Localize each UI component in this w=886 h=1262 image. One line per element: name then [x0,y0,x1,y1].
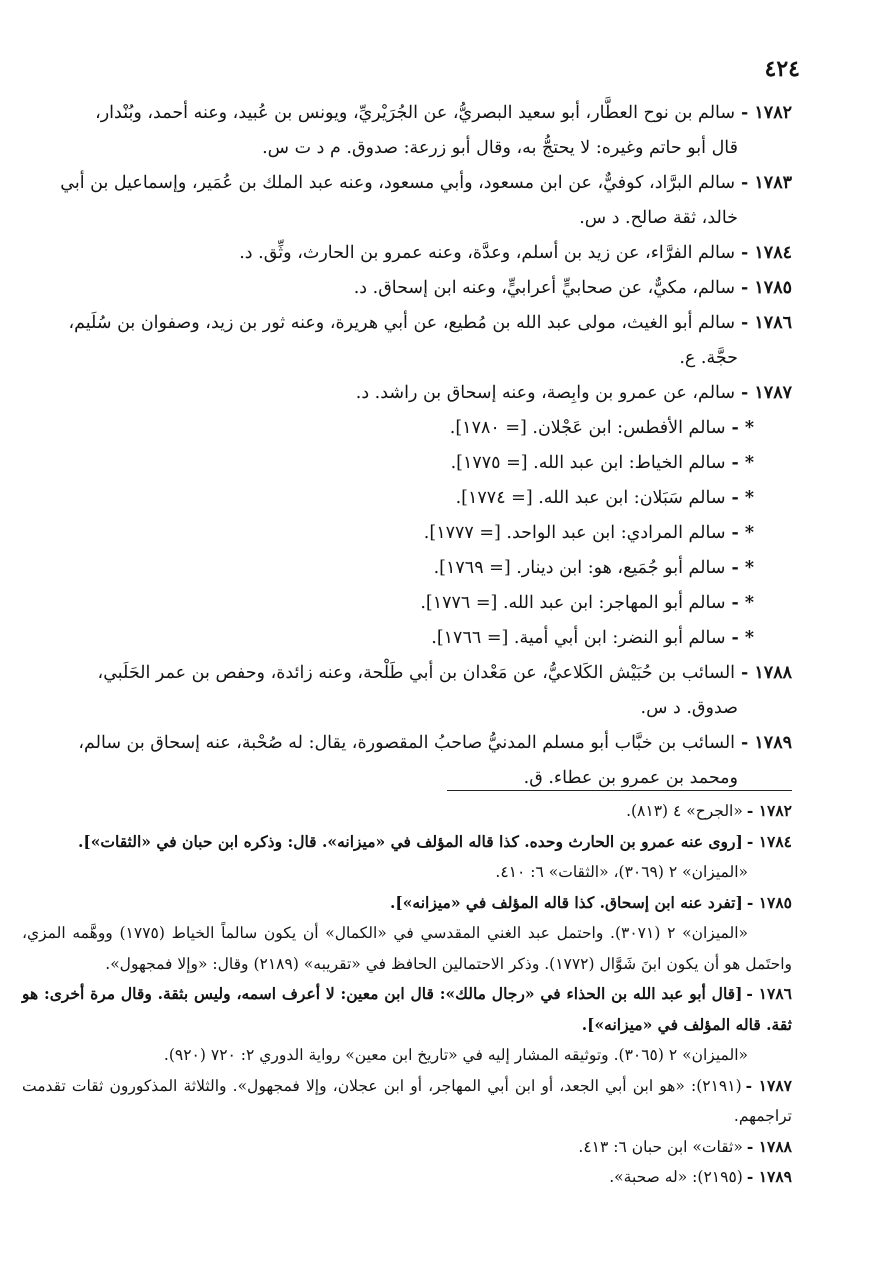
entry-number: ١٧٨٧ - [741,383,792,403]
entry-continuation: ومحمد بن عمرو بن عطاء. ق. [523,768,738,788]
footnote-number: ١٧٨٦ - [746,984,792,1003]
star-marker: * - [731,488,754,508]
cross-reference-item [22,586,792,621]
footnote-text: [تفرد عنه ابن إسحاق. كذا قاله المؤلف في «ميزانه»]. [389,892,743,912]
star-marker: * - [731,593,754,613]
entry-1787 [22,376,792,411]
entry-1786 [22,306,792,376]
entry-continuation: صدوق. د س. [640,698,738,718]
footnotes-section [22,796,792,1193]
entry-number: ١٧٨٥ - [741,278,792,298]
footnote-1789 [22,1162,792,1193]
entry-text: السائب بن حُبَيْش الكَلاعيُّ، عن مَعْدان بن أبي طَلْحة، وعنه زائدة، وحفص بن عمر الحَلَبي، [97,663,736,683]
cross-reference-text: سالم أبو المهاجر: ابن عبد الله. [= ١٧٧٦]. [420,593,726,613]
entry-1788 [22,656,792,726]
entry-number: ١٧٨٣ - [741,173,792,193]
footnote-number: ١٧٨٩ - [746,1167,792,1186]
footnote-continuation: «الميزان» ٢ (٣٠٧١). واحتمل عبد الغني المقدسي في «الكمال» أن يكون سالماً الخياط (١٧٧٥) ووهَّمه المزي، واحتَمل هو أن يكون ابنَ شَوَّال (١٧٧٢). وذكر الاحتمالين الحافظ في «تقريبه» (٢١٨٩) وقال: «وإلا فمجهول». [22,924,792,973]
cross-reference-text: سالم الخياط: ابن عبد الله. [= ١٧٧٥]. [450,453,726,473]
star-marker: * - [731,523,754,543]
star-marker: * - [731,558,754,578]
entry-number: ١٧٨٦ - [741,313,792,333]
entries-section [22,96,792,796]
entry-number: ١٧٨٢ - [741,103,792,123]
entry-number: ١٧٨٤ - [741,243,792,263]
entry-text: سالم، مكيٌّ، عن صحابيٍّ أعرابيٍّ، وعنه ابن إسحاق. د. [353,278,736,298]
entry-1783 [22,166,792,236]
cross-reference-item [22,551,792,586]
entry-1789 [22,726,792,796]
cross-reference-text: سالم سَبَلان: ابن عبد الله. [= ١٧٧٤]. [455,488,726,508]
cross-reference-text: سالم أبو جُمَيع، هو: ابن دينار. [= ١٧٦٩]. [433,558,726,578]
footnote-divider [447,790,792,791]
footnote-1785 [22,888,792,980]
star-marker: * - [731,453,754,473]
page-number: ٤٢٤ [764,56,800,82]
footnote-text: [قال أبو عبد الله بن الحذاء في «رجال مالك»: قال ابن معين: لا أعرف اسمه، وليس بثقة. وقال مرة أخرى: هو ثقة. قاله المؤلف في «ميزانه»]. [22,984,792,1034]
entry-continuation: قال أبو حاتم وغيره: لا يحتجُّ به، وقال أبو زرعة: صدوق. م د ت س. [262,138,738,158]
footnote-text: «ثقات» ابن حبان ٦: ٤١٣. [578,1137,743,1156]
footnote-number: ١٧٨٥ - [746,892,792,912]
entry-1782 [22,96,792,166]
entry-number: ١٧٨٨ - [741,663,792,683]
cross-reference-item [22,516,792,551]
footnote-text: (٢١٩٥): «له صحبة». [609,1168,743,1186]
cross-reference-text: سالم الأفطس: ابن عَجْلان. [= ١٧٨٠]. [449,418,726,438]
footnote-continuation: «الميزان» ٢ (٣٠٦٩)، «الثقات» ٦: ٤١٠. [495,863,748,881]
entry-text: سالم الفرَّاء، عن زيد بن أسلم، وعدَّة، وعنه عمرو بن الحارث، وثِّق. د. [239,243,736,263]
entry-1785 [22,271,792,306]
footnote-number: ١٧٨٤ - [746,831,792,851]
entry-number: ١٧٨٩ - [741,733,792,753]
footnote-number: ١٧٨٨ - [746,1136,792,1156]
cross-reference-item [22,621,792,656]
star-marker: * - [731,628,754,648]
footnote-number: ١٧٨٧ - [745,1075,792,1095]
entry-text: السائب بن خبَّاب أبو مسلم المدنيُّ صاحبُ المقصورة، يقال: له صُحْبة، عنه إسحاق بن سالم، [78,733,736,753]
footnote-text: [روى عنه عمرو بن الحارث وحده. كذا قاله المؤلف في «ميزانه». قال: وذكره ابن حبان في «الثقات»]. [77,831,743,851]
entry-continuation: خالد، ثقة صالح. د س. [579,208,738,228]
footnote-continuation: «الميزان» ٢ (٣٠٦٥). وتوثيقه المشار إليه في «تاريخ ابن معين» رواية الدوري ٢: ٧٢٠ (٩٢٠). [163,1046,748,1064]
footnote-1782 [22,796,792,827]
star-marker: * - [731,418,754,438]
footnote-number: ١٧٨٢ - [746,801,792,820]
footnote-text: (٢١٩١): «هو ابن أبي الجعد، أو ابن أبي المهاجر، أو ابن عجلان، وإلا فمجهول». والثلاثة المذكورون ثقات تقدمت تراجمهم. [22,1076,792,1125]
entry-text: سالم أبو الغيث، مولى عبد الله بن مُطيع، عن أبي هريرة، وعنه ثور بن زيد، وصفوان بن سُلَيم، [68,313,736,333]
cross-reference-text: سالم المرادي: ابن عبد الواحد. [= ١٧٧٧]. [423,523,726,543]
footnote-1788 [22,1132,792,1163]
cross-reference-item [22,411,792,446]
entry-1784 [22,236,792,271]
footnote-1786 [22,979,792,1071]
cross-reference-item [22,481,792,516]
entry-text: سالم البرَّاد، كوفيٌّ، عن ابن مسعود، وأبي مسعود، وعنه عبد الملك بن عُمَير، وإسماعيل بن أبي [60,173,736,193]
entry-text: سالم بن نوح العطَّار، أبو سعيد البصريُّ، عن الجُرَيْريِّ، ويونس بن عُبيد، وعنه أحمد، وبُنْدار، [95,103,736,123]
cross-reference-item [22,446,792,481]
entry-text: سالم، عن عمرو بن وابِصة، وعنه إسحاق بن راشد. د. [355,383,736,403]
footnote-text: «الجرح» ٤ (٨١٣). [626,802,743,820]
cross-reference-text: سالم أبو النضر: ابن أبي أمية. [= ١٧٦٦]. [431,628,726,648]
footnote-1784 [22,827,792,888]
entry-continuation: حجَّة. ع. [679,348,738,368]
footnote-1787 [22,1071,792,1132]
